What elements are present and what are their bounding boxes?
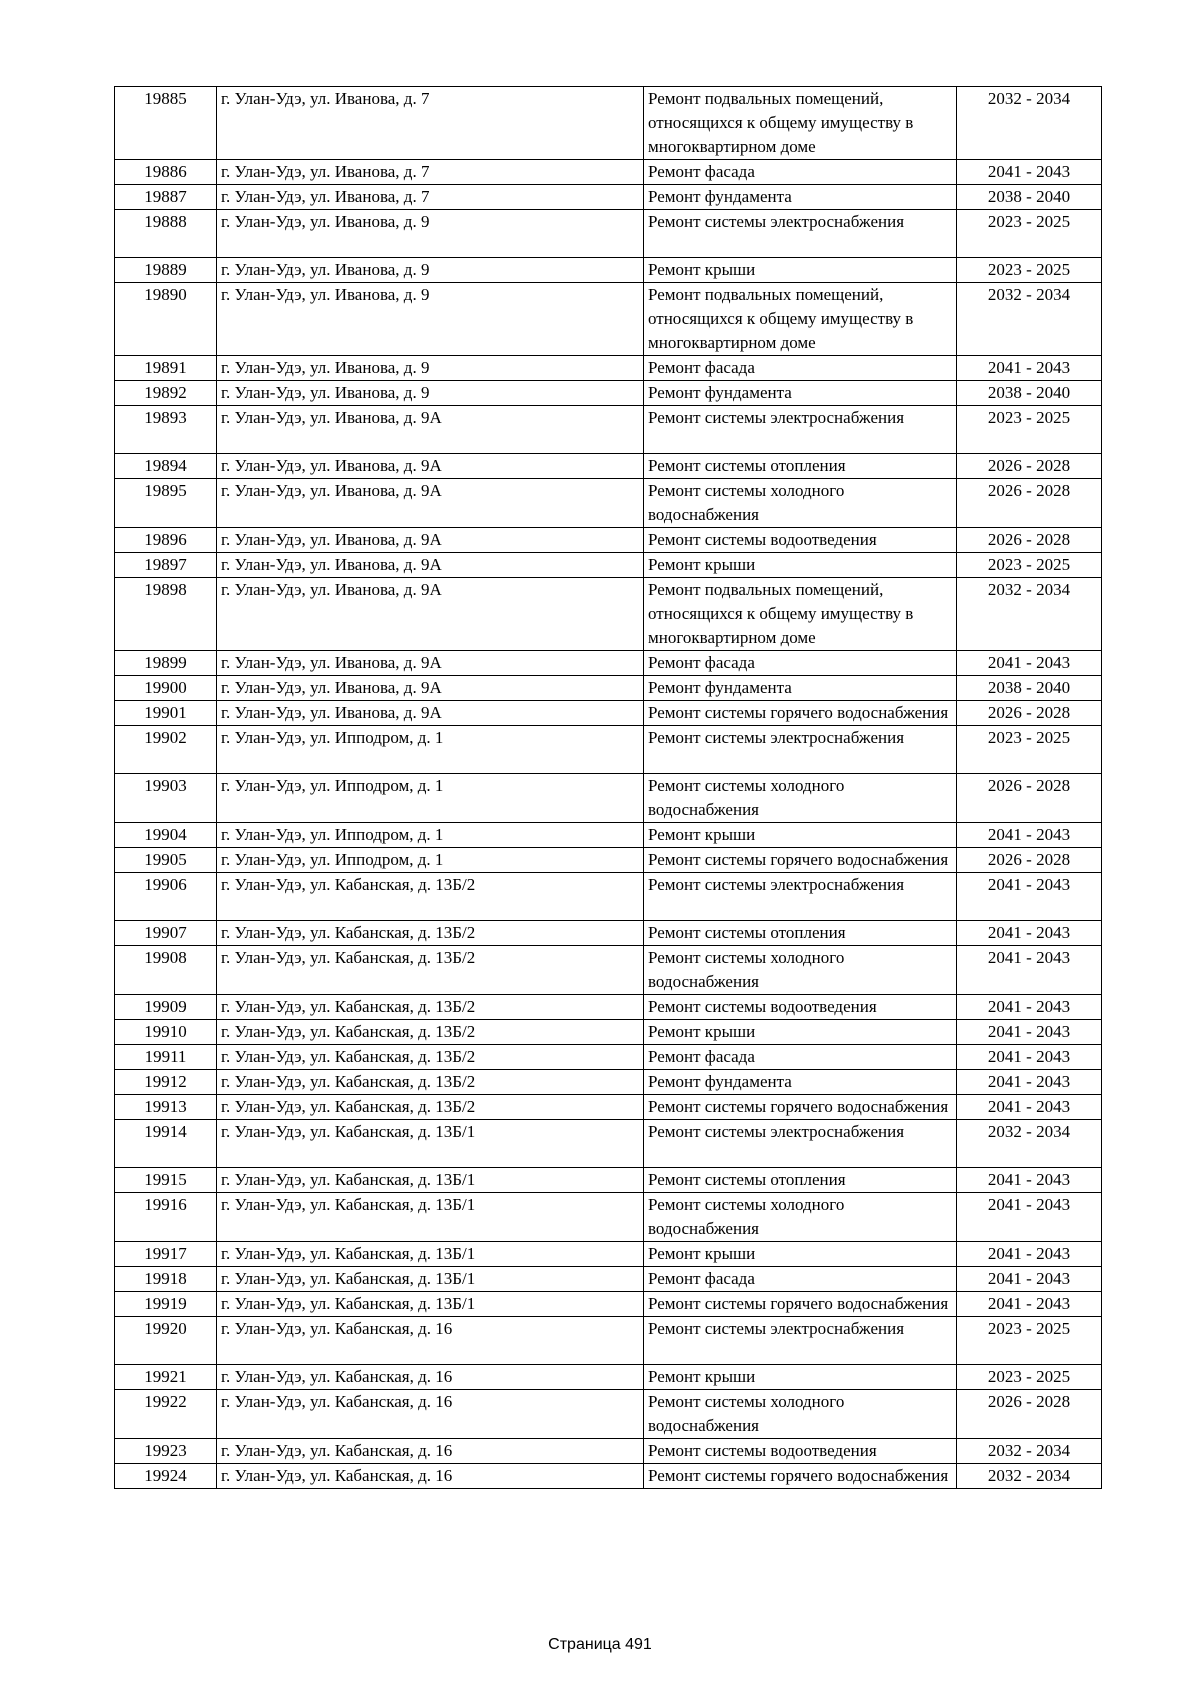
address-cell: г. Улан-Удэ, ул. Ипподром, д. 1 (217, 726, 644, 774)
period-cell: 2041 - 2043 (957, 1168, 1102, 1193)
period-cell: 2023 - 2025 (957, 406, 1102, 454)
table-row (115, 160, 1102, 185)
address-cell: г. Улан-Удэ, ул. Кабанская, д. 16 (217, 1439, 644, 1464)
work-type-cell: Ремонт системы холодного водоснабжения (644, 774, 957, 823)
address-cell: г. Улан-Удэ, ул. Ипподром, д. 1 (217, 774, 644, 823)
table-row (115, 701, 1102, 726)
work-type-cell: Ремонт фасада (644, 1045, 957, 1070)
period-cell: 2032 - 2034 (957, 283, 1102, 356)
row-number-cell: 19887 (115, 185, 217, 210)
address-cell: г. Улан-Удэ, ул. Ипподром, д. 1 (217, 823, 644, 848)
period-cell: 2041 - 2043 (957, 356, 1102, 381)
row-number-cell: 19916 (115, 1193, 217, 1242)
period-cell: 2041 - 2043 (957, 873, 1102, 921)
table-row (115, 578, 1102, 651)
period-cell: 2041 - 2043 (957, 1267, 1102, 1292)
row-number-cell: 19909 (115, 995, 217, 1020)
work-type-cell: Ремонт крыши (644, 1020, 957, 1045)
work-type-cell: Ремонт крыши (644, 258, 957, 283)
table-row (115, 1390, 1102, 1439)
table-row (115, 1045, 1102, 1070)
work-type-cell: Ремонт подвальных помещений, относящихся к общему имуществу в многоквартирном доме (644, 578, 957, 651)
work-type-cell: Ремонт системы горячего водоснабжения (644, 1464, 957, 1489)
table-row (115, 873, 1102, 921)
row-number-cell: 19889 (115, 258, 217, 283)
address-cell: г. Улан-Удэ, ул. Кабанская, д. 13Б/2 (217, 1095, 644, 1120)
address-cell: г. Улан-Удэ, ул. Кабанская, д. 13Б/2 (217, 873, 644, 921)
period-cell: 2041 - 2043 (957, 995, 1102, 1020)
address-cell: г. Улан-Удэ, ул. Кабанская, д. 13Б/2 (217, 995, 644, 1020)
address-cell: г. Улан-Удэ, ул. Иванова, д. 9А (217, 701, 644, 726)
period-cell: 2038 - 2040 (957, 381, 1102, 406)
address-cell: г. Улан-Удэ, ул. Кабанская, д. 13Б/2 (217, 1020, 644, 1045)
work-type-cell: Ремонт системы горячего водоснабжения (644, 1292, 957, 1317)
address-cell: г. Улан-Удэ, ул. Кабанская, д. 16 (217, 1317, 644, 1365)
work-type-cell: Ремонт фундамента (644, 1070, 957, 1095)
work-type-cell: Ремонт фундамента (644, 381, 957, 406)
row-number-cell: 19910 (115, 1020, 217, 1045)
period-cell: 2032 - 2034 (957, 1120, 1102, 1168)
work-type-cell: Ремонт системы электроснабжения (644, 726, 957, 774)
table-row (115, 1439, 1102, 1464)
row-number-cell: 19918 (115, 1267, 217, 1292)
row-number-cell: 19892 (115, 381, 217, 406)
table-row (115, 651, 1102, 676)
period-cell: 2038 - 2040 (957, 185, 1102, 210)
period-cell: 2041 - 2043 (957, 160, 1102, 185)
row-number-cell: 19895 (115, 479, 217, 528)
row-number-cell: 19906 (115, 873, 217, 921)
table-row (115, 479, 1102, 528)
work-type-cell: Ремонт крыши (644, 553, 957, 578)
work-type-cell: Ремонт подвальных помещений, относящихся к общему имуществу в многоквартирном доме (644, 283, 957, 356)
address-cell: г. Улан-Удэ, ул. Иванова, д. 9А (217, 454, 644, 479)
address-cell: г. Улан-Удэ, ул. Иванова, д. 7 (217, 87, 644, 160)
period-cell: 2026 - 2028 (957, 1390, 1102, 1439)
table-row (115, 1120, 1102, 1168)
period-cell: 2026 - 2028 (957, 528, 1102, 553)
address-cell: г. Улан-Удэ, ул. Иванова, д. 7 (217, 185, 644, 210)
address-cell: г. Улан-Удэ, ул. Кабанская, д. 13Б/1 (217, 1242, 644, 1267)
table-row (115, 528, 1102, 553)
row-number-cell: 19919 (115, 1292, 217, 1317)
table-row (115, 995, 1102, 1020)
work-type-cell: Ремонт крыши (644, 1365, 957, 1390)
work-type-cell: Ремонт подвальных помещений, относящихся к общему имуществу в многоквартирном доме (644, 87, 957, 160)
work-type-cell: Ремонт системы горячего водоснабжения (644, 701, 957, 726)
row-number-cell: 19901 (115, 701, 217, 726)
table-row (115, 1242, 1102, 1267)
period-cell: 2026 - 2028 (957, 454, 1102, 479)
work-type-cell: Ремонт системы горячего водоснабжения (644, 1095, 957, 1120)
table-row (115, 1070, 1102, 1095)
table-row (115, 921, 1102, 946)
work-type-cell: Ремонт крыши (644, 1242, 957, 1267)
row-number-cell: 19899 (115, 651, 217, 676)
row-number-cell: 19924 (115, 1464, 217, 1489)
address-cell: г. Улан-Удэ, ул. Кабанская, д. 13Б/1 (217, 1267, 644, 1292)
row-number-cell: 19900 (115, 676, 217, 701)
work-type-cell: Ремонт системы электроснабжения (644, 873, 957, 921)
address-cell: г. Улан-Удэ, ул. Кабанская, д. 13Б/2 (217, 1070, 644, 1095)
work-type-cell: Ремонт системы водоотведения (644, 995, 957, 1020)
address-cell: г. Улан-Удэ, ул. Иванова, д. 7 (217, 160, 644, 185)
period-cell: 2041 - 2043 (957, 1193, 1102, 1242)
row-number-cell: 19891 (115, 356, 217, 381)
address-cell: г. Улан-Удэ, ул. Кабанская, д. 13Б/1 (217, 1193, 644, 1242)
table-row (115, 210, 1102, 258)
work-type-cell: Ремонт фасада (644, 160, 957, 185)
work-type-cell: Ремонт фасада (644, 1267, 957, 1292)
table-body (115, 87, 1102, 1489)
period-cell: 2026 - 2028 (957, 479, 1102, 528)
address-cell: г. Улан-Удэ, ул. Иванова, д. 9А (217, 406, 644, 454)
address-cell: г. Улан-Удэ, ул. Кабанская, д. 13Б/2 (217, 946, 644, 995)
table-row (115, 356, 1102, 381)
address-cell: г. Улан-Удэ, ул. Иванова, д. 9 (217, 381, 644, 406)
table-row (115, 946, 1102, 995)
period-cell: 2026 - 2028 (957, 774, 1102, 823)
work-type-cell: Ремонт системы горячего водоснабжения (644, 848, 957, 873)
address-cell: г. Улан-Удэ, ул. Иванова, д. 9А (217, 479, 644, 528)
period-cell: 2023 - 2025 (957, 1365, 1102, 1390)
address-cell: г. Улан-Удэ, ул. Кабанская, д. 13Б/1 (217, 1292, 644, 1317)
period-cell: 2032 - 2034 (957, 1464, 1102, 1489)
address-cell: г. Улан-Удэ, ул. Иванова, д. 9 (217, 210, 644, 258)
table-row (115, 87, 1102, 160)
period-cell: 2041 - 2043 (957, 1095, 1102, 1120)
address-cell: г. Улан-Удэ, ул. Иванова, д. 9 (217, 356, 644, 381)
period-cell: 2038 - 2040 (957, 676, 1102, 701)
work-type-cell: Ремонт системы холодного водоснабжения (644, 946, 957, 995)
repair-schedule-table (114, 86, 1102, 1489)
row-number-cell: 19902 (115, 726, 217, 774)
period-cell: 2041 - 2043 (957, 1242, 1102, 1267)
work-type-cell: Ремонт системы холодного водоснабжения (644, 1193, 957, 1242)
period-cell: 2026 - 2028 (957, 848, 1102, 873)
row-number-cell: 19886 (115, 160, 217, 185)
period-cell: 2041 - 2043 (957, 1020, 1102, 1045)
period-cell: 2032 - 2034 (957, 87, 1102, 160)
table-row (115, 185, 1102, 210)
table-row (115, 1365, 1102, 1390)
period-cell: 2032 - 2034 (957, 1439, 1102, 1464)
work-type-cell: Ремонт системы электроснабжения (644, 1120, 957, 1168)
address-cell: г. Улан-Удэ, ул. Кабанская, д. 13Б/2 (217, 921, 644, 946)
table-row (115, 1095, 1102, 1120)
row-number-cell: 19914 (115, 1120, 217, 1168)
work-type-cell: Ремонт системы холодного водоснабжения (644, 479, 957, 528)
table-row (115, 774, 1102, 823)
period-cell: 2041 - 2043 (957, 1070, 1102, 1095)
work-type-cell: Ремонт системы отопления (644, 1168, 957, 1193)
row-number-cell: 19907 (115, 921, 217, 946)
work-type-cell: Ремонт фасада (644, 356, 957, 381)
address-cell: г. Улан-Удэ, ул. Иванова, д. 9А (217, 651, 644, 676)
table-row (115, 1193, 1102, 1242)
period-cell: 2041 - 2043 (957, 921, 1102, 946)
row-number-cell: 19920 (115, 1317, 217, 1365)
work-type-cell: Ремонт фундамента (644, 676, 957, 701)
row-number-cell: 19894 (115, 454, 217, 479)
work-type-cell: Ремонт системы отопления (644, 921, 957, 946)
period-cell: 2041 - 2043 (957, 946, 1102, 995)
table-row (115, 381, 1102, 406)
work-type-cell: Ремонт системы водоотведения (644, 528, 957, 553)
period-cell: 2041 - 2043 (957, 651, 1102, 676)
table-row (115, 823, 1102, 848)
address-cell: г. Улан-Удэ, ул. Иванова, д. 9А (217, 578, 644, 651)
row-number-cell: 19896 (115, 528, 217, 553)
work-type-cell: Ремонт системы электроснабжения (644, 406, 957, 454)
work-type-cell: Ремонт системы электроснабжения (644, 1317, 957, 1365)
row-number-cell: 19917 (115, 1242, 217, 1267)
work-type-cell: Ремонт крыши (644, 823, 957, 848)
table-row (115, 726, 1102, 774)
table-row (115, 1292, 1102, 1317)
table-row (115, 1464, 1102, 1489)
address-cell: г. Улан-Удэ, ул. Кабанская, д. 13Б/1 (217, 1168, 644, 1193)
address-cell: г. Улан-Удэ, ул. Иванова, д. 9А (217, 528, 644, 553)
row-number-cell: 19905 (115, 848, 217, 873)
row-number-cell: 19893 (115, 406, 217, 454)
row-number-cell: 19912 (115, 1070, 217, 1095)
period-cell: 2041 - 2043 (957, 1045, 1102, 1070)
address-cell: г. Улан-Удэ, ул. Иванова, д. 9А (217, 553, 644, 578)
row-number-cell: 19915 (115, 1168, 217, 1193)
work-type-cell: Ремонт системы водоотведения (644, 1439, 957, 1464)
address-cell: г. Улан-Удэ, ул. Кабанская, д. 13Б/1 (217, 1120, 644, 1168)
row-number-cell: 19888 (115, 210, 217, 258)
table-row (115, 283, 1102, 356)
table-row (115, 1168, 1102, 1193)
table-row (115, 553, 1102, 578)
address-cell: г. Улан-Удэ, ул. Ипподром, д. 1 (217, 848, 644, 873)
row-number-cell: 19898 (115, 578, 217, 651)
work-type-cell: Ремонт системы холодного водоснабжения (644, 1390, 957, 1439)
row-number-cell: 19908 (115, 946, 217, 995)
address-cell: г. Улан-Удэ, ул. Кабанская, д. 16 (217, 1464, 644, 1489)
table-row (115, 258, 1102, 283)
row-number-cell: 19904 (115, 823, 217, 848)
row-number-cell: 19897 (115, 553, 217, 578)
row-number-cell: 19890 (115, 283, 217, 356)
row-number-cell: 19922 (115, 1390, 217, 1439)
address-cell: г. Улан-Удэ, ул. Кабанская, д. 16 (217, 1365, 644, 1390)
table-row (115, 454, 1102, 479)
table-row (115, 1267, 1102, 1292)
period-cell: 2023 - 2025 (957, 726, 1102, 774)
page-number: Страница 491 (548, 1636, 652, 1653)
table-row (115, 848, 1102, 873)
table-row (115, 1317, 1102, 1365)
address-cell: г. Улан-Удэ, ул. Иванова, д. 9 (217, 258, 644, 283)
period-cell: 2023 - 2025 (957, 210, 1102, 258)
work-type-cell: Ремонт фасада (644, 651, 957, 676)
address-cell: г. Улан-Удэ, ул. Кабанская, д. 16 (217, 1390, 644, 1439)
period-cell: 2026 - 2028 (957, 701, 1102, 726)
row-number-cell: 19911 (115, 1045, 217, 1070)
period-cell: 2032 - 2034 (957, 578, 1102, 651)
table-row (115, 406, 1102, 454)
table-row (115, 676, 1102, 701)
period-cell: 2041 - 2043 (957, 823, 1102, 848)
work-type-cell: Ремонт системы электроснабжения (644, 210, 957, 258)
table-row (115, 1020, 1102, 1045)
row-number-cell: 19903 (115, 774, 217, 823)
period-cell: 2023 - 2025 (957, 258, 1102, 283)
work-type-cell: Ремонт фундамента (644, 185, 957, 210)
row-number-cell: 19923 (115, 1439, 217, 1464)
address-cell: г. Улан-Удэ, ул. Кабанская, д. 13Б/2 (217, 1045, 644, 1070)
row-number-cell: 19921 (115, 1365, 217, 1390)
period-cell: 2023 - 2025 (957, 1317, 1102, 1365)
row-number-cell: 19885 (115, 87, 217, 160)
row-number-cell: 19913 (115, 1095, 217, 1120)
address-cell: г. Улан-Удэ, ул. Иванова, д. 9 (217, 283, 644, 356)
period-cell: 2023 - 2025 (957, 553, 1102, 578)
address-cell: г. Улан-Удэ, ул. Иванова, д. 9А (217, 676, 644, 701)
period-cell: 2041 - 2043 (957, 1292, 1102, 1317)
work-type-cell: Ремонт системы отопления (644, 454, 957, 479)
